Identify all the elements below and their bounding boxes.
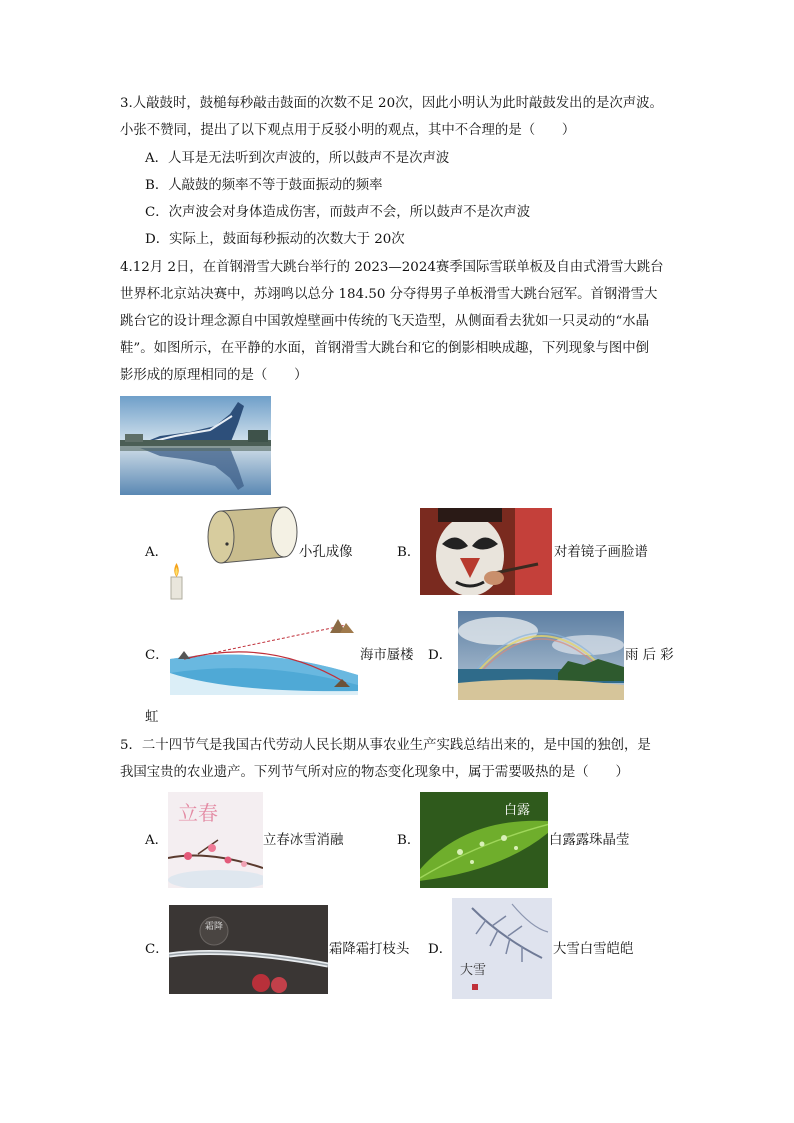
q4-stem-line-2: 世界杯北京站决赛中，苏翊鸣以总分 184.50 分夺得男子单板滑雪大跳台冠军。首钢滑雪大: [120, 287, 658, 302]
q4-option-a-letter: A．: [145, 545, 169, 560]
q5-option-c-caption: 霜降霜打枝头: [329, 942, 410, 957]
q5-option-d-letter: D．: [428, 942, 453, 957]
mirage-diagram-image: [170, 615, 358, 695]
rainbow-image: [458, 611, 624, 700]
q5-option-a-caption: 立春冰雪消融: [263, 833, 344, 848]
white-dew-seal-text: 白露: [504, 803, 531, 818]
q5-stem-line-1: 5．二十四节气是我国古代劳动人民长期从事农业生产实践总结出来的，是中国的独创，是: [120, 738, 651, 753]
frost-seal-text: 霜降: [205, 922, 224, 932]
q5-option-c-letter: C．: [145, 942, 169, 957]
q5-option-b-caption: 白露露珠晶莹: [549, 833, 630, 848]
white-dew-leaf-image: [420, 792, 548, 888]
q4-stem-line-5: 影形成的原理相同的是（ ）: [120, 368, 308, 383]
q3-option-c: C．次声波会对身体造成伤害，而鼓声不会，所以鼓声不是次声波: [145, 205, 531, 220]
face-painting-mirror-image: [420, 508, 552, 595]
spring-thaw-image: [168, 792, 263, 888]
q4-option-d-caption-wrap: 虹: [145, 710, 159, 725]
pinhole-camera-image: [166, 503, 298, 601]
q4-option-d-caption: 雨 后 彩: [625, 648, 674, 663]
spring-seal-text: 立春: [178, 801, 218, 825]
q4-option-c-letter: C．: [145, 648, 169, 663]
q4-stem-line-3: 跳台它的设计理念源自中国敦煌壁画中传统的飞天造型，从侧面看去犹如一只灵动的“水晶: [120, 314, 650, 329]
q4-option-d-letter: D．: [428, 648, 453, 663]
q3-stem-line-1: 3.人敲鼓时，鼓槌每秒敲击鼓面的次数不足 20次，因此小明认为此时敲鼓发出的是次声波。: [120, 96, 663, 111]
q4-option-a-caption: 小孔成像: [299, 545, 353, 560]
q5-option-d-caption: 大雪白雪皑皑: [553, 942, 634, 957]
heavy-snow-image: [452, 898, 552, 999]
q4-stem-line-1: 4.12月 2日，在首钢滑雪大跳台举行的 2023—2024赛季国际雪联单板及自由式滑雪大跳台: [120, 260, 664, 275]
q4-option-b-caption: 对着镜子画脸谱: [554, 545, 648, 560]
q5-option-a-letter: A．: [145, 833, 169, 848]
q5-option-b-letter: B．: [397, 833, 421, 848]
q3-option-d: D．实际上，鼓面每秒振动的次数大于 20次: [145, 232, 405, 247]
q3-option-b: B．人敲鼓的频率不等于鼓面振动的频率: [145, 178, 383, 193]
ski-jump-reflection-image: [120, 396, 271, 495]
frost-branch-image: [169, 905, 328, 994]
q4-option-b-letter: B．: [397, 545, 421, 560]
q4-option-c-caption: 海市蜃楼: [360, 648, 414, 663]
q3-option-a: A．人耳是无法听到次声波的，所以鼓声不是次声波: [145, 151, 450, 166]
q5-stem-line-2: 我国宝贵的农业遗产。下列节气所对应的物态变化现象中，属于需要吸热的是（ ）: [120, 765, 629, 780]
q4-stem-line-4: 鞋”。如图所示，在平静的水面，首钢滑雪大跳台和它的倒影相映成趣，下列现象与图中倒: [120, 341, 650, 356]
q3-stem-line-2: 小张不赞同，提出了以下观点用于反驳小明的观点，其中不合理的是（ ）: [120, 123, 576, 138]
heavy-snow-seal-text: 大雪: [460, 963, 487, 978]
